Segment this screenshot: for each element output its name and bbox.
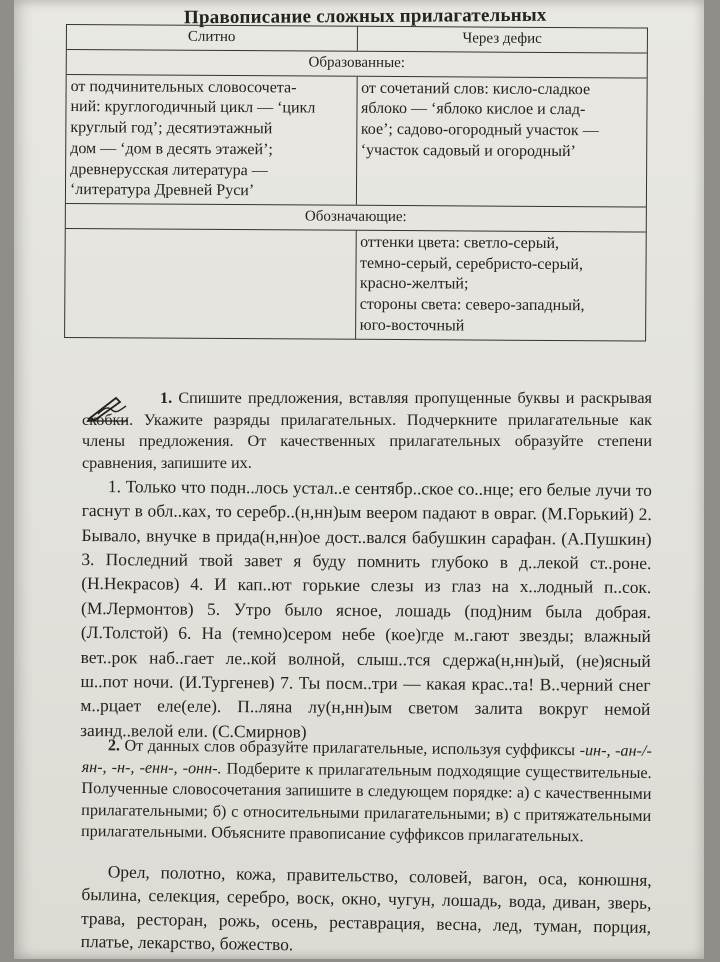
col-header-right: Через дефис <box>356 27 647 53</box>
task-number: 2. <box>107 736 121 755</box>
cell-line: круглый год’; десятиэтажный <box>70 119 273 138</box>
task-2-word-list: Орел, полотно, кожа, правительство, соловей, вагон, оса, конюшня, былина, селекция, серебро, воск, окно, чугун, лошадь, вода, диван, зверь, трава, ресторан, рожь, осень, реставрация, весна, лед, туман, порция, платье, лекарство, божество. <box>80 861 652 955</box>
task-1-sentences: 1. Только что подн..лось устал..е сентябр..ское со..нце; его белые лучи то гаснут в обл..ках, то серебр..(н,нн)ым веером падают в овраг. (М.Горький) 2. Бывало, внучке в прида(н,нн)ое дост..вался бабушкин сарафан. (А.Пушкин) 3. Последний твой завет я буду помнить глубоко в д..лекой ст..роне. (Н.Некрасов) 4. И кап..ют горькие слезы из глаз на х..лодный п..сок. (М.Лермонтов) 5. Утро было ясное, лошадь (под)ним была добрая. (Л.Толстой) 6. На (темно)сером небе (кое)где м..гают звезды; влажный вет..рок наб..гает ле..кой волной, слыш..тся сдержа(н,нн)ый, (не)ясный ш..пот ночи. (И.Тургенев) 7. Ты посм..три — какая крас..та! В..черний снег м..рцает еле(еле). П..ляна лу(н,нн)ым светом залита вокруг немой заинд..велой ели. (С.Смирнов) <box>80 476 652 742</box>
suffix-list: -ин-, -ан-/-ян-, -н-, -енн-, -онн-. <box>81 741 652 778</box>
table-row <box>65 229 646 342</box>
cell-line: дом — ‘дом в десять этажей’; <box>70 139 273 159</box>
cell-line: красно-желтый; <box>359 275 469 293</box>
rules-table <box>64 24 648 341</box>
cell-line: стороны света: северо-западный, <box>359 295 585 315</box>
page-title: Правописание сложных прилагательных <box>183 4 547 29</box>
table-header-row <box>67 25 647 54</box>
cell-line: древнерусская литература — <box>70 160 268 179</box>
task-1-instruction <box>82 388 652 474</box>
cell-right-denoting <box>355 231 646 341</box>
cell-left-denoting <box>65 229 355 339</box>
cell-line: юго-восточный <box>359 316 465 335</box>
cell-line: ‘литература Древней Руси’ <box>69 181 255 200</box>
section-denoting: Обозначающие: <box>304 208 407 226</box>
cell-line: кое’; садово-огородный участок — <box>360 120 599 140</box>
task-instruction-text: Спишите предложения, вставляя пропущенные буквы и раскрывая скобки. Укажите разряды прилагательных. Подчеркните прилагательные как члены предложения. От качественных прилагательных образуйте степени сравнения, запишите их. <box>82 389 652 472</box>
cell-line: яблоко — ‘яблоко кислое и слад- <box>360 100 586 119</box>
cell-line: ‘участок садовый и огородный’ <box>360 141 576 161</box>
cell-line: от подчинительных словосочета- <box>70 77 297 96</box>
section-formed: Образованные: <box>308 54 406 72</box>
cell-line: ний: круглогодичный цикл — ‘цикл <box>70 98 316 117</box>
textbook-page <box>14 0 704 959</box>
cell-left-formed <box>66 75 356 206</box>
task-number: 1. <box>160 389 173 407</box>
table-section-row <box>67 50 647 78</box>
cell-right-formed <box>355 76 646 207</box>
cell-line: темно-серый, серебристо-серый, <box>359 254 584 273</box>
cell-line: оттенки цвета: светло-серый, <box>360 233 560 252</box>
task-instruction-text: От данных слов образуйте прилагательные, используя суффиксы <box>124 736 576 760</box>
task-instruction-text: Подберите к прилагательным подходящие существительные. Полученные словосочетания запишите в следующем порядке: а) с качественными прилагательными; б) с относительными прилагательными; в) с притяжательными прилагательными. Объясните правописание суффиксов прилагательных. <box>80 759 652 846</box>
cell-line: от сочетаний слов: кисло-сладкое <box>361 79 591 98</box>
table-row <box>66 75 647 208</box>
task-2-instruction <box>81 735 652 849</box>
table-section-row <box>66 204 646 232</box>
col-header-left: Слитно <box>187 28 236 46</box>
